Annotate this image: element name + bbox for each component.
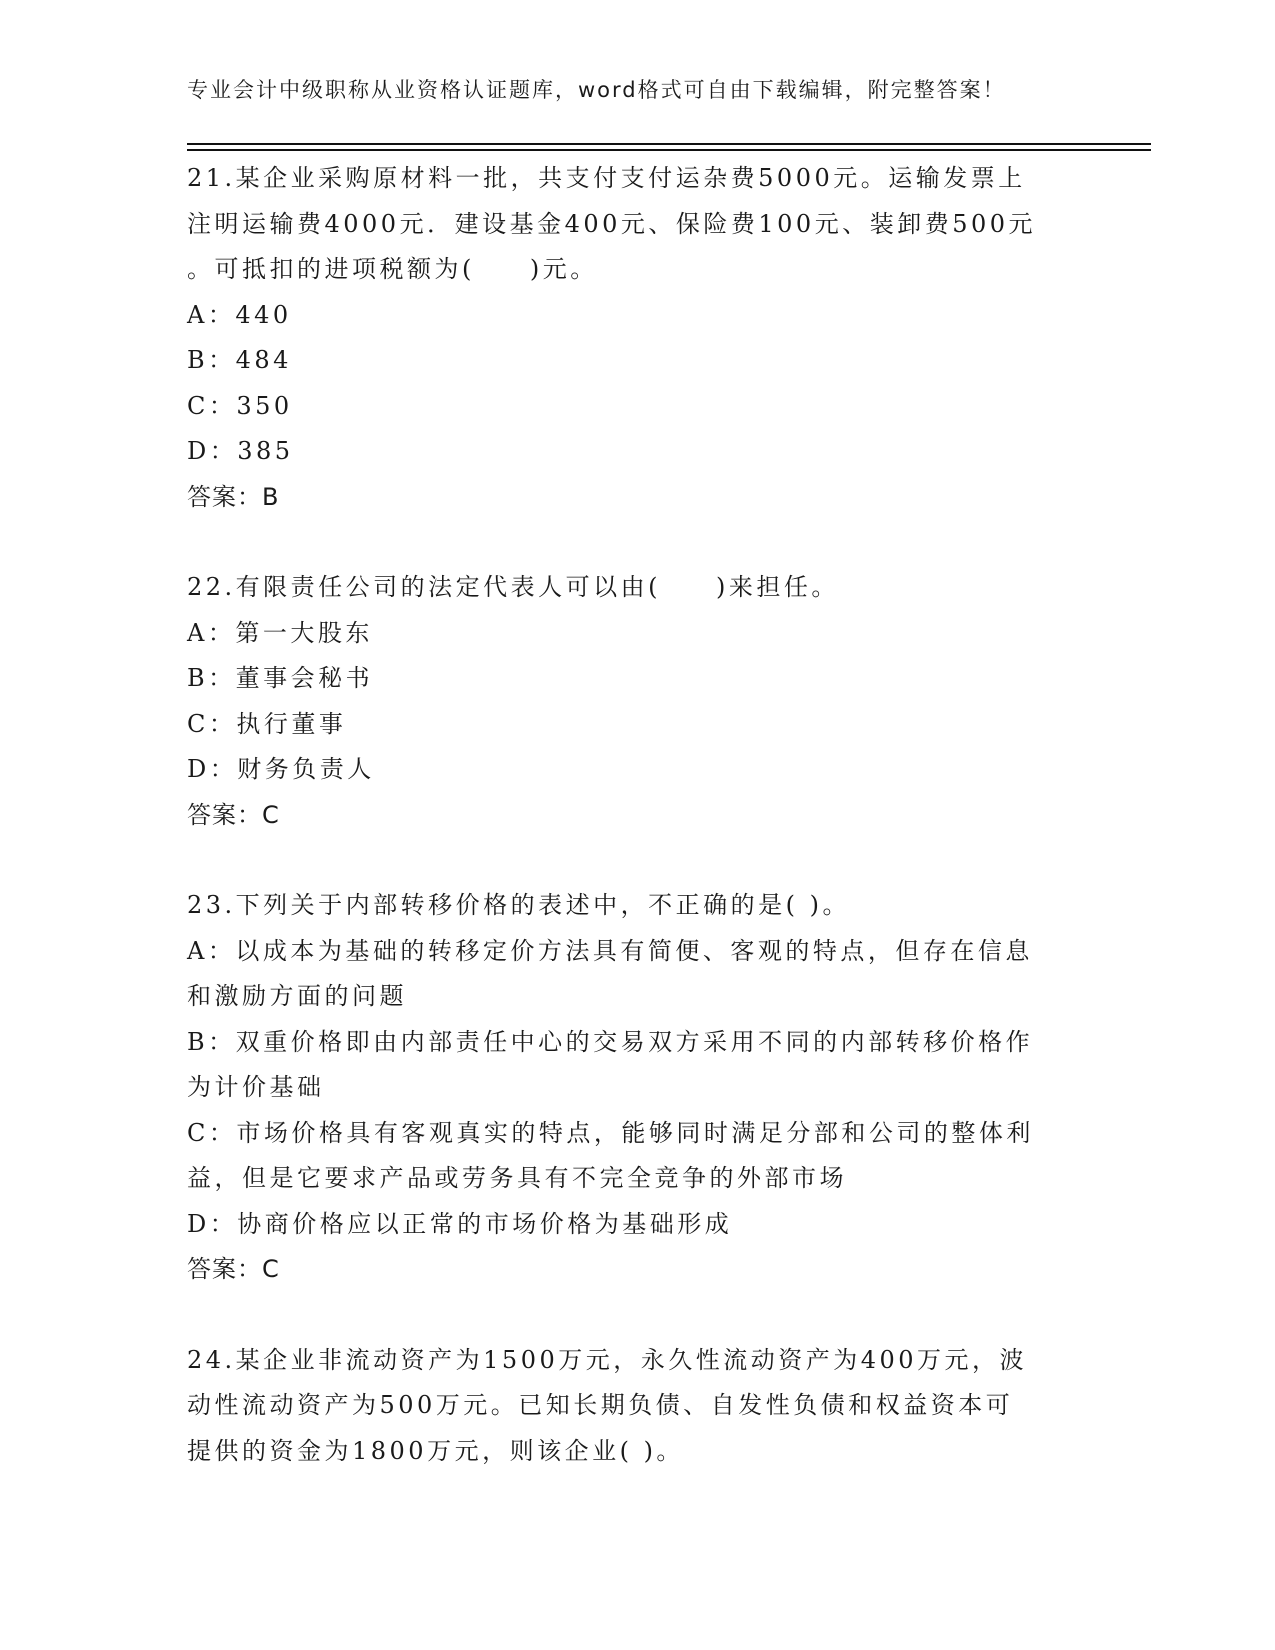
option-a: A：以成本为基础的转移定价方法具有简便、客观的特点，但存在信息 — [187, 936, 1033, 965]
header-rule-bottom — [187, 149, 1151, 151]
option-c: C：市场价格具有客观真实的特点，能够同时满足分部和公司的整体利 — [187, 1118, 1034, 1147]
option-d: D：协商价格应以正常的市场价格为基础形成 — [187, 1209, 733, 1238]
question-stem-line: 21.某企业采购原材料一批，共支付支付运杂费5000元。运输发票上 — [187, 164, 1026, 192]
option-d: D：财务负责人 — [187, 755, 375, 783]
question-21 — [187, 156, 1087, 520]
question-stem-line: 。可抵扣的进项税额为( )元。 — [187, 255, 598, 283]
question-stem-line: 24.某企业非流动资产为1500万元，永久性流动资产为400万元，波 — [187, 1345, 1028, 1374]
answer-label: 答案：C — [187, 800, 280, 829]
question-stem-line: 22.有限责任公司的法定代表人可以由( )来担任。 — [187, 573, 839, 601]
question-stem-line: 提供的资金为1800万元，则该企业( )。 — [187, 1436, 684, 1465]
question-stem-line: 动性流动资产为500万元。已知长期负债、自发性负债和权益资本可 — [187, 1391, 1014, 1419]
question-24 — [187, 1338, 1087, 1475]
option-a: A：440 — [187, 300, 292, 329]
option-d: D：385 — [187, 437, 294, 465]
option-a: A：第一大股东 — [187, 618, 373, 647]
question-list — [187, 156, 1087, 1519]
option-b-continued: 为计价基础 — [187, 1073, 325, 1101]
header-rule-top — [187, 143, 1151, 145]
option-b: B：双重价格即由内部责任中心的交易双方采用不同的内部转移价格作 — [187, 1027, 1034, 1056]
answer-label: 答案：C — [187, 1255, 280, 1283]
option-c: C：执行董事 — [187, 709, 347, 738]
page-header: 专业会计中级职称从业资格认证题库，word格式可自由下载编辑，附完整答案！ — [187, 78, 1006, 102]
option-b: B：484 — [187, 346, 292, 374]
option-a-continued: 和激励方面的问题 — [187, 982, 407, 1010]
option-b: B：董事会秘书 — [187, 664, 374, 692]
question-stem-line: 注明运输费4000元．建设基金400元、保险费100元、装卸费500元 — [187, 209, 1037, 238]
question-22 — [187, 565, 1087, 838]
question-stem-line: 23.下列关于内部转移价格的表述中，不正确的是( )。 — [187, 891, 851, 919]
option-c: C：350 — [187, 391, 293, 420]
answer-label: 答案：B — [187, 482, 280, 511]
question-23 — [187, 883, 1087, 1293]
option-c-continued: 益，但是它要求产品或劳务具有不完全竞争的外部市场 — [187, 1164, 847, 1192]
